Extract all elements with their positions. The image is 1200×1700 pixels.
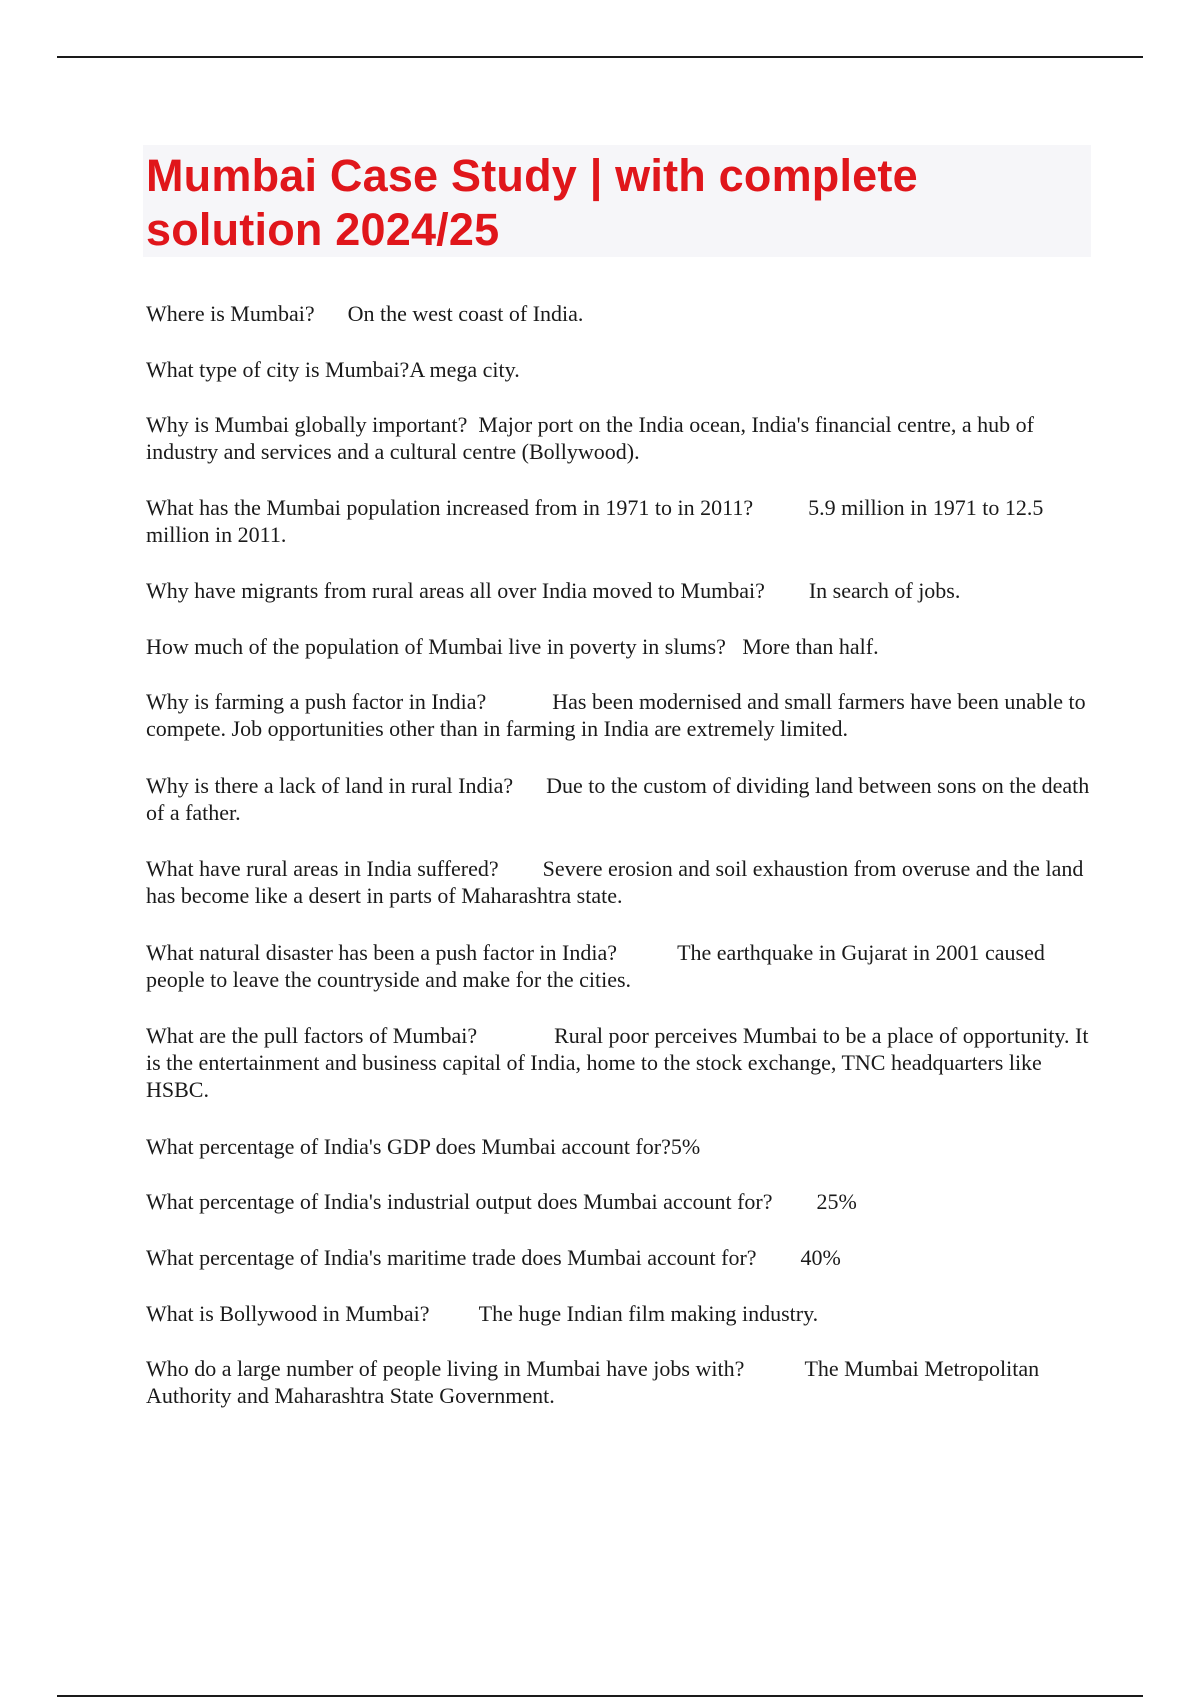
question-text: Why is farming a push factor in India?	[146, 689, 487, 714]
question-text: What percentage of India's industrial output does Mumbai account for?	[146, 1189, 773, 1214]
question-text: How much of the population of Mumbai live in poverty in slums?	[146, 634, 726, 659]
qa-item	[146, 1188, 1096, 1215]
qa-item	[146, 688, 1096, 742]
qa-item	[146, 494, 1096, 548]
question-text: Who do a large number of people living in Mumbai have jobs with?	[146, 1356, 745, 1381]
answer-text: The earthquake in Gujarat in 2001 caused people to leave the countryside and make for the cities.	[146, 940, 1051, 992]
qa-item	[146, 577, 1096, 604]
answer-text: 25%	[816, 1189, 857, 1214]
question-text: What type of city is Mumbai?	[146, 357, 410, 382]
qa-item	[146, 772, 1096, 826]
qa-item	[146, 939, 1096, 993]
qa-item	[146, 1022, 1096, 1103]
answer-text: Rural poor perceives Mumbai to be a place of opportunity. It is the entertainment and business capital of India, home to the stock exchange, TNC headquarters like HSBC.	[146, 1023, 1094, 1102]
answer-text: Has been modernised and small farmers have been unable to compete. Job opportunities other than in farming in India are extremely limited.	[146, 689, 1092, 741]
answer-text: Severe erosion and soil exhaustion from overuse and the land has become like a desert in parts of Maharashtra state.	[146, 856, 1089, 908]
qa-item	[146, 1133, 1096, 1160]
bottom-rule	[57, 1695, 1143, 1697]
question-text: Why have migrants from rural areas all over India moved to Mumbai?	[146, 578, 765, 603]
question-text: What are the pull factors of Mumbai?	[146, 1023, 478, 1048]
answer-text: More than half.	[742, 634, 879, 659]
question-text: What is Bollywood in Mumbai?	[146, 1301, 430, 1326]
question-text: Where is Mumbai?	[146, 301, 315, 326]
answer-text: 5%	[670, 1134, 701, 1159]
answer-text: On the west coast of India.	[347, 301, 584, 326]
answer-text: 5.9 million in 1971 to 12.5 million in 2011.	[146, 495, 1049, 547]
qa-item	[146, 300, 1096, 327]
document-title: Mumbai Case Study | with complete solution 2024/25	[146, 150, 918, 255]
qa-item	[146, 411, 1096, 465]
question-text: What percentage of India's GDP does Mumbai account for?	[146, 1134, 671, 1159]
qa-item	[146, 1355, 1096, 1409]
question-text: What percentage of India's maritime trade does Mumbai account for?	[146, 1245, 757, 1270]
question-text: Why is there a lack of land in rural India?	[146, 773, 514, 798]
qa-item	[146, 855, 1096, 909]
qa-item	[146, 633, 1096, 660]
answer-text: Major port on the India ocean, India's financial centre, a hub of industry and services and a cultural centre (Bollywood).	[146, 412, 1040, 464]
answer-text: The huge Indian film making industry.	[478, 1301, 819, 1326]
question-text: What has the Mumbai population increased from in 1971 to in 2011?	[146, 495, 754, 520]
answer-text: In search of jobs.	[808, 578, 961, 603]
qa-item	[146, 356, 1096, 383]
answer-text: Due to the custom of dividing land between sons on the death of a father.	[146, 773, 1095, 825]
question-text: Why is Mumbai globally important?	[146, 412, 468, 437]
title-banner	[143, 145, 1091, 257]
qa-item	[146, 1300, 1096, 1327]
answer-text: The Mumbai Metropolitan Authority and Maharashtra State Government.	[146, 1356, 1044, 1408]
qa-item	[146, 1244, 1096, 1271]
question-text: What natural disaster has been a push factor in India?	[146, 940, 617, 965]
question-text: What have rural areas in India suffered?	[146, 856, 499, 881]
answer-text: A mega city.	[409, 357, 520, 382]
answer-text: 40%	[800, 1245, 841, 1270]
top-rule	[57, 56, 1143, 58]
